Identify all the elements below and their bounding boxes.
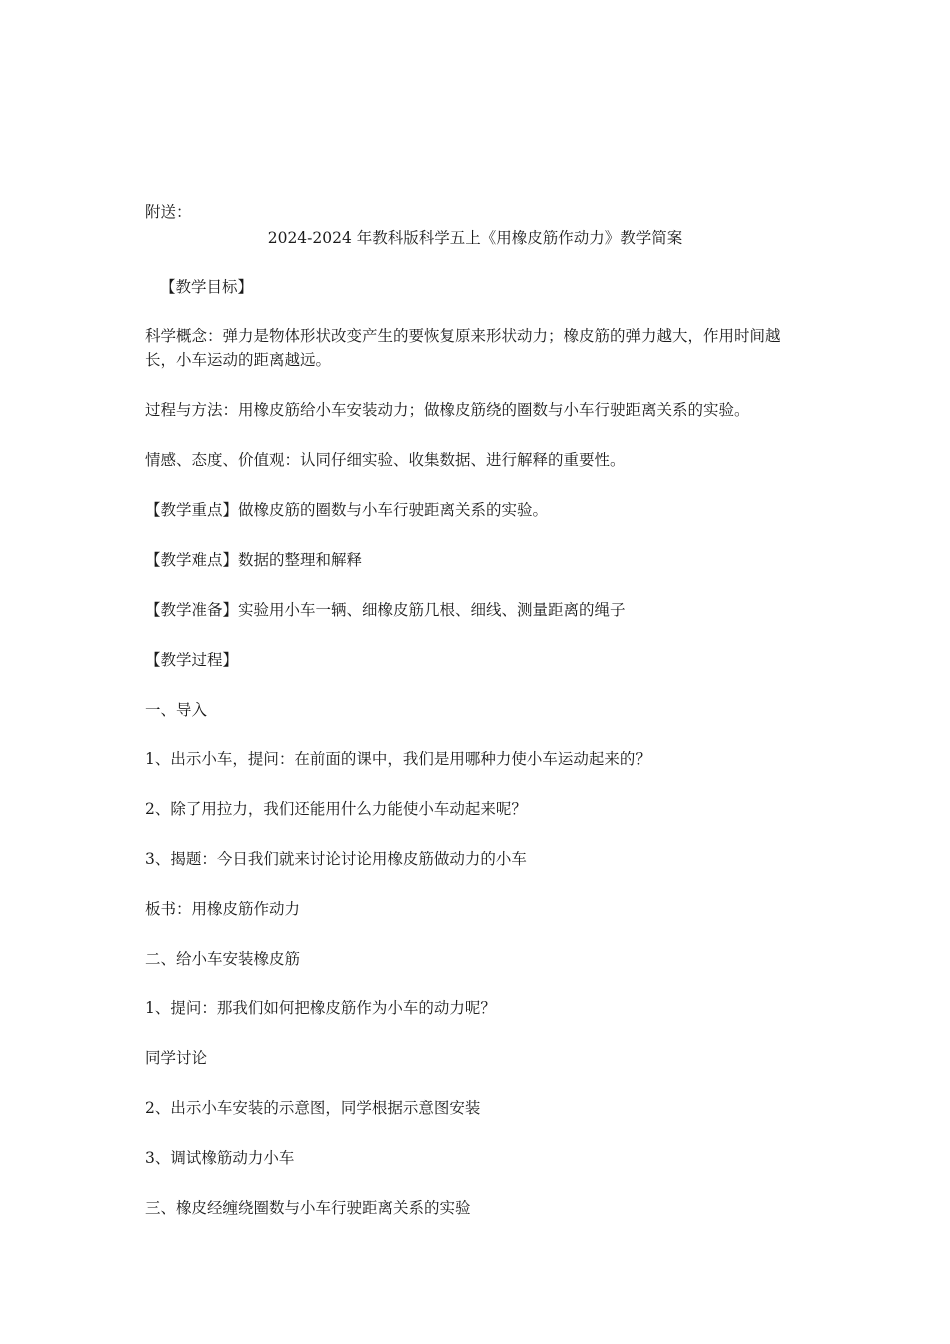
- objective-concept: 科学概念：弹力是物体形状改变产生的要恢复原来形状动力；橡皮筋的弹力越大，作用时间越长，小车运动的距离越远。: [145, 327, 781, 369]
- appendix-label: 附送：: [145, 203, 192, 221]
- difficulty: 【教学难点】数据的整理和解释: [145, 551, 363, 569]
- section2-heading: 二、给小车安装橡皮筋: [145, 950, 301, 968]
- board-writing: 板书：用橡皮筋作动力: [145, 900, 301, 918]
- objective-attitude: 情感、态度、价值观：认同仔细实验、收集数据、进行解释的重要性。: [145, 451, 626, 469]
- list-item: 3、调试橡筋动力小车: [145, 1149, 295, 1167]
- process-heading: 【教学过程】: [145, 651, 239, 669]
- preparation: 【教学准备】实验用小车一辆、细橡皮筋几根、细线、测量距离的绳子: [145, 601, 626, 619]
- list-item: 2、出示小车安装的示意图，同学根据示意图安装: [145, 1099, 481, 1117]
- list-item: 1、出示小车，提问：在前面的课中，我们是用哪种力使小车运动起来的？: [145, 750, 651, 768]
- discussion-note: 同学讨论: [145, 1049, 208, 1067]
- section1-heading: 一、导入: [145, 701, 208, 719]
- list-item: 3、揭题：今日我们就来讨论讨论用橡皮筋做动力的小车: [145, 850, 527, 868]
- section3-heading: 三、橡皮经缠绕圈数与小车行驶距离关系的实验: [145, 1199, 471, 1217]
- document-title: 2024-2024 年教科版科学五上《用橡皮筋作动力》教学简案: [267, 229, 683, 247]
- objective-method: 过程与方法：用橡皮筋给小车安装动力；做橡皮筋绕的圈数与小车行驶距离关系的实验。: [145, 401, 750, 419]
- list-item: 1、提问：那我们如何把橡皮筋作为小车的动力呢？: [145, 999, 496, 1017]
- objectives-heading: 【教学目标】: [160, 278, 254, 296]
- list-item: 2、除了用拉力，我们还能用什么力能使小车动起来呢？: [145, 800, 527, 818]
- key-point: 【教学重点】做橡皮筋的圈数与小车行驶距离关系的实验。: [145, 501, 549, 519]
